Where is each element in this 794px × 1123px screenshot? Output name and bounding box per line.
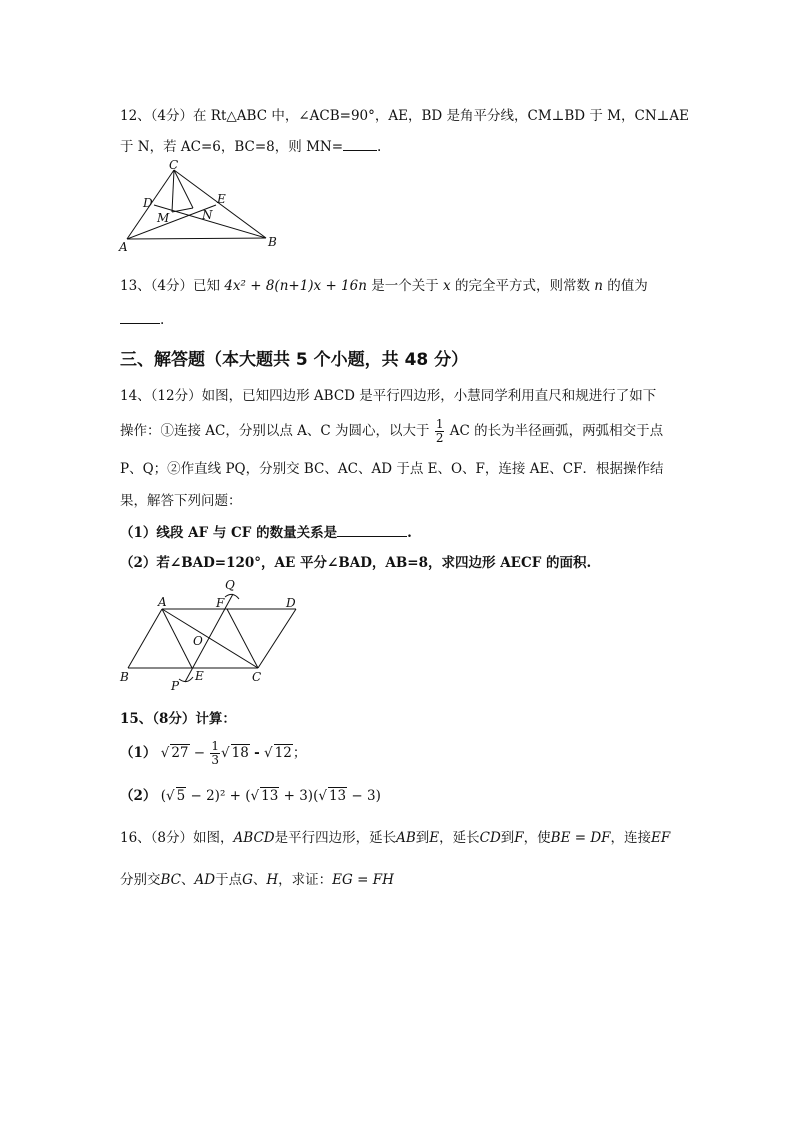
- q12-seg-cm: [172, 170, 174, 212]
- q15-p1-label: （1）: [120, 745, 157, 761]
- q16-l1-v5: F: [514, 830, 524, 846]
- q15-p1-end: ；: [292, 745, 307, 761]
- q12-seg-cn: [174, 170, 193, 208]
- q16-l1-g: ，连接: [610, 830, 652, 846]
- q14-line4: 果，解答下列问题：: [120, 493, 242, 509]
- q14-seg-ab: [128, 609, 162, 668]
- q15-p1-root-sign-3: √: [264, 745, 273, 761]
- q14-label-a: A: [158, 595, 167, 609]
- q16-l1-a: 16、（8分）如图，: [120, 830, 234, 846]
- q14-label-b: B: [120, 670, 129, 684]
- q15-p1-frac-den: 3: [211, 753, 220, 767]
- q13-expression: 4x² + 8(n+1)x + 16n: [224, 278, 367, 294]
- q13-blank-end: .: [160, 312, 165, 328]
- q13-mid2: 的完全平方式，则常数: [454, 278, 590, 294]
- q12-line2: [120, 135, 381, 155]
- q14-line2-b: AC 的长为半径画弧，两弧相交于点: [449, 423, 664, 439]
- q14-line2: [120, 418, 663, 445]
- q13-line2: [120, 312, 164, 328]
- q16-l2-e: ，求证：: [278, 872, 333, 888]
- q14-line1: 14、（12分）如图，已知四边形 ABCD 是平行四边形，小慧同学利用直尺和规进行了如下: [120, 388, 657, 404]
- q15-p2-radicand-2: 13: [261, 788, 279, 804]
- q15-p2-root-sign-1: √: [165, 788, 175, 804]
- q15-p1-root-sign-1: √: [160, 745, 170, 761]
- q16-l2-v4: H: [266, 872, 279, 888]
- q16-l2-v1: BC: [160, 872, 182, 888]
- q16-l2-v5: EG = FH: [332, 872, 394, 888]
- q16-l2-a: 分别交: [120, 872, 161, 888]
- q14-line3: P、Q；②作直线 PQ，分别交 BC、AC、AD 于点 E、O、F，连接 AE、CF．根据操作结: [120, 461, 664, 477]
- q14-figure: [115, 575, 305, 695]
- q15-p1-frac-num: 1: [211, 739, 220, 753]
- q12-label-c: C: [169, 160, 179, 172]
- q14-label-p: P: [171, 679, 180, 693]
- q15-p1-radicand-3: 12: [274, 745, 292, 761]
- q14-line2-a: 操作：①连接 AC，分别以点 A、C 为圆心，以大于: [120, 423, 430, 439]
- q12-label-n: N: [202, 208, 213, 222]
- q16-l1-v1: ABCD: [233, 830, 275, 846]
- q16-l2-v2: AD: [194, 872, 216, 888]
- q15-p2-label: （2）: [120, 788, 157, 804]
- q14-label-e: E: [195, 669, 204, 683]
- q16-l2-b: 、: [181, 872, 195, 888]
- q16-l2-c: 于点: [215, 872, 243, 888]
- q14-fraction-half: [435, 418, 445, 445]
- q15-p2-radicand-1: 5: [176, 788, 186, 804]
- q12-label-a: A: [119, 240, 128, 254]
- q15-p1-radicand-2: 18: [231, 745, 249, 761]
- q14-sub1-end: .: [407, 525, 412, 541]
- q16-l2-d: 、: [252, 872, 267, 888]
- q13-mid: 是一个关于: [371, 278, 439, 294]
- q15-p1-fraction: [210, 740, 220, 767]
- q14-frac-num: 1: [435, 417, 444, 431]
- q12-figure: [115, 160, 290, 255]
- q16-l2-v3: G: [242, 872, 253, 888]
- q13-suffix: 的值为: [607, 278, 648, 294]
- q13-var-n: n: [594, 278, 603, 294]
- q12-label-e: E: [217, 192, 226, 206]
- q15-p2-radicand-3: 13: [328, 788, 347, 804]
- q14-label-f: F: [216, 596, 225, 610]
- q15-title: 15、（8分）计算：: [120, 711, 236, 727]
- q13-var-x: x: [443, 278, 451, 294]
- q16-line2: [120, 868, 394, 888]
- q12-line2-end: .: [377, 139, 382, 155]
- q16-l1-v7: EF: [651, 830, 671, 846]
- q12-answer-blank[interactable]: [343, 150, 377, 151]
- q15-p2-expr-c: + 3)(: [279, 788, 319, 804]
- q14-label-c: C: [252, 670, 262, 684]
- q15-p2-expr-b: − 2)² + (: [186, 788, 251, 804]
- q14-seg-ac: [162, 609, 258, 668]
- q14-label-o: O: [193, 634, 203, 648]
- q15-p2-expr-a: (: [160, 788, 166, 804]
- q14-sub1: [120, 521, 412, 541]
- q16-l1-f: ，使: [523, 830, 551, 846]
- q12-seg-mn: [172, 208, 193, 212]
- q14-sub1-text: （1）线段 AF 与 CF 的数量关系是: [120, 525, 338, 541]
- q16-l1-v6: BE = DF: [550, 830, 611, 846]
- q12-label-d: D: [143, 196, 153, 210]
- q15-p1-minus: −: [193, 745, 206, 761]
- q14-label-d: D: [286, 596, 296, 610]
- q12-seg-ab: [127, 238, 266, 239]
- q13-answer-blank[interactable]: [120, 323, 160, 324]
- q13-prefix: 13、（4分）已知: [120, 278, 221, 294]
- q14-sub2: （2）若∠BAD=120°，AE 平分∠BAD，AB=8，求四边形 AECF 的面积.: [120, 555, 592, 571]
- q15-part2: [120, 784, 381, 804]
- q16-l1-d: ，延长: [439, 830, 480, 846]
- q15-p1-radicand-1: 27: [171, 745, 189, 761]
- q15-p1-dash: -: [254, 745, 260, 761]
- q16-l1-b: 是平行四边形，延长: [274, 830, 397, 846]
- q16-l1-v4: CD: [479, 830, 501, 846]
- q13-line1: [120, 274, 648, 294]
- q16-l1-e: 到: [500, 830, 515, 846]
- q16-line1: [120, 826, 670, 846]
- q14-seg-fc: [227, 609, 258, 668]
- q14-frac-den: 2: [435, 431, 444, 445]
- q14-seg-dc: [258, 609, 296, 668]
- q16-l1-c: 到: [415, 830, 430, 846]
- q12-line2-text: 于 N，若 AC=6，BC=8，则 MN=: [120, 139, 344, 155]
- section3-title: 三、解答题（本大题共 5 个小题，共 48 分）: [120, 350, 469, 370]
- q14-answer-blank[interactable]: [337, 536, 407, 537]
- q15-p1-root-sign-2: √: [221, 745, 230, 761]
- q15-part1: [120, 740, 306, 767]
- q14-label-q: Q: [225, 578, 235, 592]
- q12-label-m: M: [157, 211, 170, 225]
- q12-line1: 12、（4分）在 Rt△ABC 中，∠ACB=90°，AE，BD 是角平分线，CM⊥BD 于 M，CN⊥AE: [120, 108, 689, 124]
- q16-l1-v3: E: [429, 830, 440, 846]
- q16-l1-v2: AB: [396, 830, 416, 846]
- q15-p2-expr-d: − 3): [347, 788, 381, 804]
- q15-p2-root-sign-2: √: [250, 788, 260, 804]
- q15-p2-root-sign-3: √: [318, 788, 327, 804]
- q12-label-b: B: [268, 235, 277, 249]
